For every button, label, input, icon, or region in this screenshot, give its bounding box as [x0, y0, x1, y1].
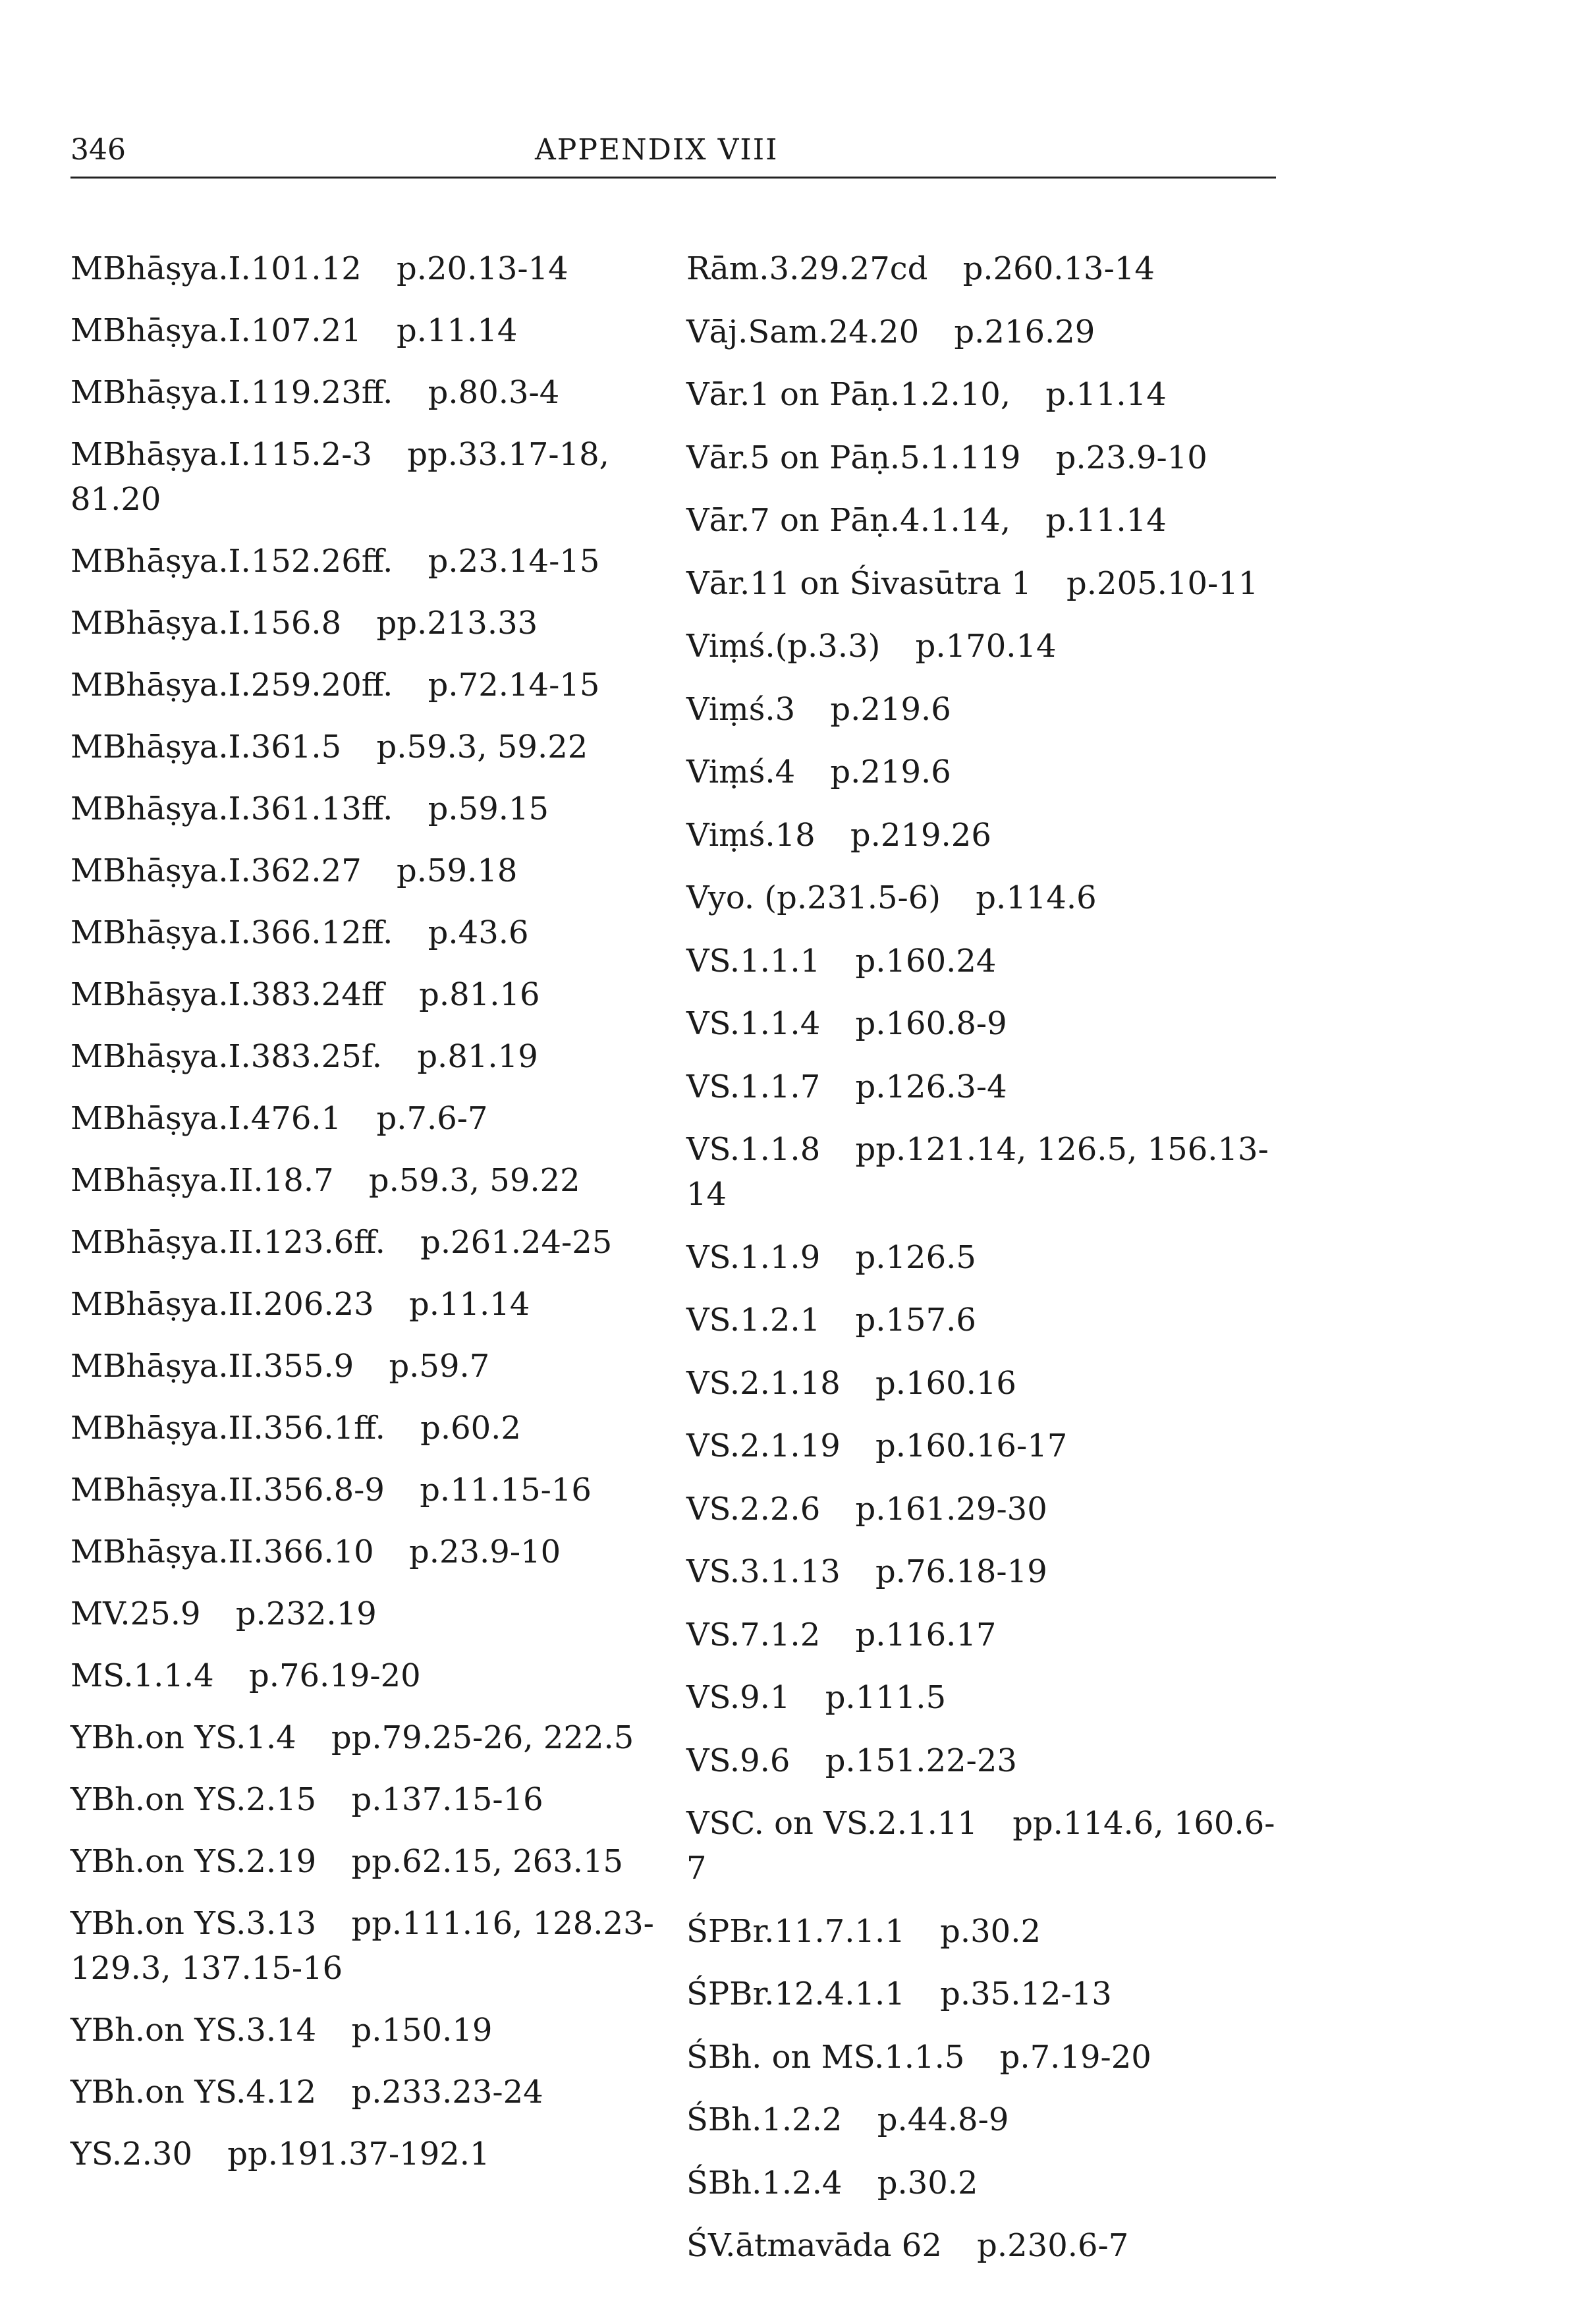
entry-reference: YS.2.30: [70, 2136, 192, 2172]
entry-reference: VS.1.1.9: [686, 1238, 821, 1276]
entry-reference: Vāj.Sam.24.20: [686, 313, 920, 350]
entry-locator: p.219.6: [830, 690, 951, 728]
entry-reference: YBh.on YS.2.15: [70, 1781, 317, 1818]
index-entry: [70, 848, 657, 893]
entry-reference: Viṃś.3: [686, 690, 796, 728]
entry-reference: ŚPBr.12.4.1.1: [686, 1976, 905, 2012]
index-entry: [686, 1738, 1279, 1783]
index-entry: [686, 1909, 1279, 1954]
entry-locator: p.7.19-20: [999, 2038, 1151, 2076]
entry-locator: p.59.18: [397, 852, 518, 889]
entry-locator: p.59.3, 59.22: [368, 1162, 580, 1199]
entry-locator: p.170.14: [915, 628, 1057, 665]
entry-reference: Viṃś.(p.3.3): [686, 628, 881, 665]
index-entry: [686, 2035, 1279, 2080]
entry-reference: MBhāṣya.II.366.10: [70, 1534, 374, 1570]
index-entry: [70, 539, 657, 584]
index-entry: [686, 2097, 1279, 2142]
entry-locator: pp.213.33: [376, 605, 538, 642]
entry-locator: p.43.6: [428, 914, 529, 951]
entry-reference: MBhāṣya.I.361.5: [70, 729, 342, 765]
entry-locator: p.60.2: [420, 1410, 521, 1447]
entry-reference: MBhāṣya.I.383.25f.: [70, 1038, 383, 1075]
entry-reference: VS.1.1.1: [686, 942, 821, 980]
index-entry: [686, 1613, 1279, 1657]
entry-reference: VS.2.1.19: [686, 1427, 841, 1464]
entry-reference: MBhāṣya.II.356.8-9: [70, 1472, 385, 1508]
index-entry: [70, 1406, 657, 1451]
entry-reference: ŚPBr.11.7.1.1: [686, 1912, 905, 1950]
entry-reference: Vār.1 on Pāṇ.1.2.10,: [686, 376, 1011, 413]
entry-locator: p.23.9-10: [1055, 439, 1207, 476]
entry-reference: MBhāṣya.II.18.7: [70, 1162, 334, 1199]
entry-locator: p.205.10-11: [1066, 565, 1259, 602]
index-entry: [70, 2070, 657, 2115]
entry-locator: p.81.16: [419, 976, 540, 1013]
entry-locator: p.59.3, 59.22: [376, 729, 588, 765]
entry-locator: p.160.8-9: [855, 1005, 1007, 1042]
index-entry: [70, 1220, 657, 1265]
entry-locator: p.59.15: [428, 790, 549, 827]
entry-locator: p.80.3-4: [428, 374, 560, 411]
index-entry: [686, 750, 1279, 794]
entry-locator: p.151.22-23: [825, 1742, 1017, 1779]
entry-reference: VS.1.1.8: [686, 1131, 821, 1168]
index-entry: [686, 813, 1279, 858]
index-entry: [686, 875, 1279, 920]
entry-locator: p.232.19: [235, 1595, 377, 1632]
index-entry: [686, 1487, 1279, 1532]
entry-locator: pp.62.15, 263.15: [351, 1843, 624, 1880]
index-entry: [686, 1675, 1279, 1720]
index-entry: [686, 624, 1279, 669]
entry-reference: MBhāṣya.II.355.9: [70, 1348, 354, 1385]
index-entry: [686, 1235, 1279, 1280]
entry-reference: YBh.on YS.3.14: [70, 2012, 317, 2049]
index-entry: [70, 1715, 657, 1760]
index-entry: [686, 561, 1279, 606]
index-entry: [686, 1549, 1279, 1594]
entry-reference: MBhāṣya.I.259.20ff.: [70, 667, 393, 704]
entry-reference: MS.1.1.4: [70, 1657, 214, 1694]
index-entry: [70, 1901, 657, 1991]
entry-locator: pp.191.37-192.1: [227, 2136, 490, 2172]
entry-reference: MBhāṣya.I.366.12ff.: [70, 914, 393, 951]
entry-reference: VS.3.1.13: [686, 1553, 841, 1590]
entry-locator: p.219.26: [850, 816, 991, 854]
entry-reference: MBhāṣya.II.206.23: [70, 1286, 374, 1323]
entry-reference: Vār.7 on Pāṇ.4.1.14,: [686, 502, 1011, 539]
entry-reference: ŚBh.1.2.2: [686, 2101, 843, 2138]
entry-reference: MBhāṣya.I.119.23ff.: [70, 374, 393, 411]
entry-reference: YBh.on YS.4.12: [70, 2074, 317, 2111]
entry-reference: MV.25.9: [70, 1595, 201, 1632]
entry-reference: MBhāṣya.I.101.12: [70, 250, 362, 287]
entry-reference: MBhāṣya.I.115.2-3: [70, 436, 372, 473]
index-entry: [686, 1127, 1279, 1217]
entry-locator: p.160.24: [855, 942, 997, 980]
entry-locator: p.23.9-10: [408, 1534, 561, 1570]
entry-locator: p.161.29-30: [855, 1490, 1047, 1528]
index-entry: [70, 725, 657, 769]
entry-locator: p.160.16: [875, 1364, 1016, 1402]
entry-locator: p.7.6-7: [376, 1100, 488, 1137]
entry-locator: p.126.3-4: [855, 1068, 1007, 1105]
entry-reference: MBhāṣya.I.152.26ff.: [70, 543, 393, 580]
index-entry: [70, 1839, 657, 1884]
index-entry: [686, 498, 1279, 543]
index-entry: [686, 1424, 1279, 1468]
index-entry: [686, 310, 1279, 354]
entry-locator: p.76.19-20: [248, 1657, 421, 1694]
entry-reference: VS.9.6: [686, 1742, 790, 1779]
entry-reference: Viṃś.18: [686, 816, 816, 854]
index-entry: [686, 246, 1279, 291]
index-entry: [70, 1653, 657, 1698]
index-entry: [686, 1972, 1279, 2016]
entry-reference: Vār.5 on Pāṇ.5.1.119: [686, 439, 1021, 476]
index-entry: [686, 372, 1279, 417]
index-entry: [70, 308, 657, 353]
entry-locator: pp.33.17-18, 81.20: [70, 436, 609, 518]
index-entry: [70, 1034, 657, 1079]
index-entry: [70, 1777, 657, 1822]
entry-reference: ŚV.ātmavāda 62: [686, 2227, 942, 2264]
entry-reference: Vyo. (p.231.5-6): [686, 879, 941, 916]
index-entry: [686, 2161, 1279, 2205]
entry-reference: MBhāṣya.I.107.21: [70, 312, 362, 349]
index-entry: [686, 1361, 1279, 1406]
entry-locator: p.35.12-13: [940, 1976, 1112, 2012]
entry-locator: p.114.6: [976, 879, 1097, 916]
index-entry: [70, 1530, 657, 1574]
index-entry: [70, 1158, 657, 1203]
index-entry: [686, 1065, 1279, 1109]
entry-reference: ŚBh.1.2.4: [686, 2164, 843, 2201]
entry-locator: pp.121.14, 126.5, 156.13-14: [686, 1131, 1269, 1213]
entry-locator: p.11.14: [1045, 502, 1167, 539]
entry-locator: p.116.17: [855, 1616, 997, 1653]
entry-reference: MBhāṣya.I.362.27: [70, 852, 362, 889]
entry-locator: p.59.7: [389, 1348, 490, 1385]
entry-locator: p.23.14-15: [428, 543, 600, 580]
entry-locator: p.76.18-19: [875, 1553, 1047, 1590]
entry-locator: p.11.14: [397, 312, 518, 349]
index-entry: [70, 663, 657, 707]
page-number: 346: [70, 133, 126, 167]
entry-reference: VSC. on VS.2.1.11: [686, 1805, 978, 1842]
running-head: APPENDIX VIII: [535, 133, 779, 167]
entry-reference: VS.7.1.2: [686, 1616, 821, 1653]
entry-reference: MBhāṣya.II.356.1ff.: [70, 1410, 385, 1447]
entry-locator: p.30.2: [877, 2164, 978, 2201]
entry-locator: p.11.15-16: [420, 1472, 592, 1508]
index-entry: [70, 1591, 657, 1636]
entry-locator: p.219.6: [830, 754, 951, 790]
index-column-right: [686, 246, 1279, 2286]
entry-reference: MBhāṣya.II.123.6ff.: [70, 1224, 385, 1261]
entry-reference: VS.1.2.1: [686, 1302, 821, 1339]
entry-locator: p.11.14: [408, 1286, 530, 1323]
index-entry: [70, 910, 657, 955]
page-header: [70, 129, 1276, 179]
index-entry: [686, 435, 1279, 480]
index-entry: [70, 2132, 657, 2176]
entry-locator: p.157.6: [855, 1302, 976, 1339]
entry-reference: YBh.on YS.3.13: [70, 1905, 317, 1942]
entry-locator: p.44.8-9: [877, 2101, 1009, 2138]
entry-reference: MBhāṣya.I.476.1: [70, 1100, 342, 1137]
entry-reference: VS.2.2.6: [686, 1490, 821, 1528]
entry-reference: Vār.11 on Śivasūtra 1: [686, 565, 1032, 602]
index-entry: [70, 1096, 657, 1141]
index-entry: [70, 432, 657, 522]
entry-reference: YBh.on YS.2.19: [70, 1843, 317, 1880]
index-entry: [686, 1298, 1279, 1342]
index-entry: [686, 2223, 1279, 2268]
index-entry: [70, 370, 657, 415]
entry-reference: Rām.3.29.27cd: [686, 250, 928, 287]
index-entry: [70, 787, 657, 831]
entry-reference: MBhāṣya.I.361.13ff.: [70, 790, 393, 827]
index-entry: [686, 1801, 1279, 1891]
entry-locator: p.216.29: [954, 313, 1095, 350]
entry-reference: VS.9.1: [686, 1679, 790, 1716]
entry-reference: VS.2.1.18: [686, 1364, 841, 1402]
entry-locator: p.111.5: [825, 1679, 947, 1716]
entry-reference: MBhāṣya.I.383.24ff: [70, 976, 384, 1013]
entry-reference: MBhāṣya.I.156.8: [70, 605, 342, 642]
index-entry: [70, 1344, 657, 1389]
entry-locator: p.20.13-14: [397, 250, 568, 287]
entry-locator: p.233.23-24: [351, 2074, 543, 2111]
index-entry: [70, 972, 657, 1017]
entry-reference: YBh.on YS.1.4: [70, 1719, 296, 1756]
index-entry: [686, 1001, 1279, 1046]
entry-locator: pp.79.25-26, 222.5: [331, 1719, 634, 1756]
entry-locator: p.150.19: [351, 2012, 493, 2049]
entry-reference: ŚBh. on MS.1.1.5: [686, 2038, 965, 2076]
entry-locator: p.260.13-14: [962, 250, 1155, 287]
entry-locator: p.160.16-17: [875, 1427, 1068, 1464]
index-entry: [70, 2008, 657, 2053]
entry-locator: p.261.24-25: [420, 1224, 613, 1261]
index-entry: [70, 1282, 657, 1327]
entry-locator: p.137.15-16: [351, 1781, 543, 1818]
entry-reference: VS.1.1.7: [686, 1068, 821, 1105]
index-entry: [686, 939, 1279, 983]
entry-locator: p.72.14-15: [428, 667, 600, 704]
index-column-left: [70, 246, 657, 2194]
entry-locator: p.230.6-7: [977, 2227, 1129, 2264]
entry-locator: p.126.5: [855, 1238, 976, 1276]
entry-reference: Viṃś.4: [686, 754, 796, 790]
entry-locator: p.11.14: [1045, 376, 1167, 413]
entry-locator: pp.111.16, 128.23-129.3, 137.15-16: [70, 1905, 654, 1987]
entry-reference: VS.1.1.4: [686, 1005, 821, 1042]
index-entry: [70, 601, 657, 646]
entry-locator: pp.114.6, 160.6-7: [686, 1805, 1275, 1887]
entry-locator: p.81.19: [417, 1038, 538, 1075]
index-entry: [686, 687, 1279, 732]
index-entry: [70, 246, 657, 291]
index-entry: [70, 1468, 657, 1512]
entry-locator: p.30.2: [940, 1912, 1041, 1950]
